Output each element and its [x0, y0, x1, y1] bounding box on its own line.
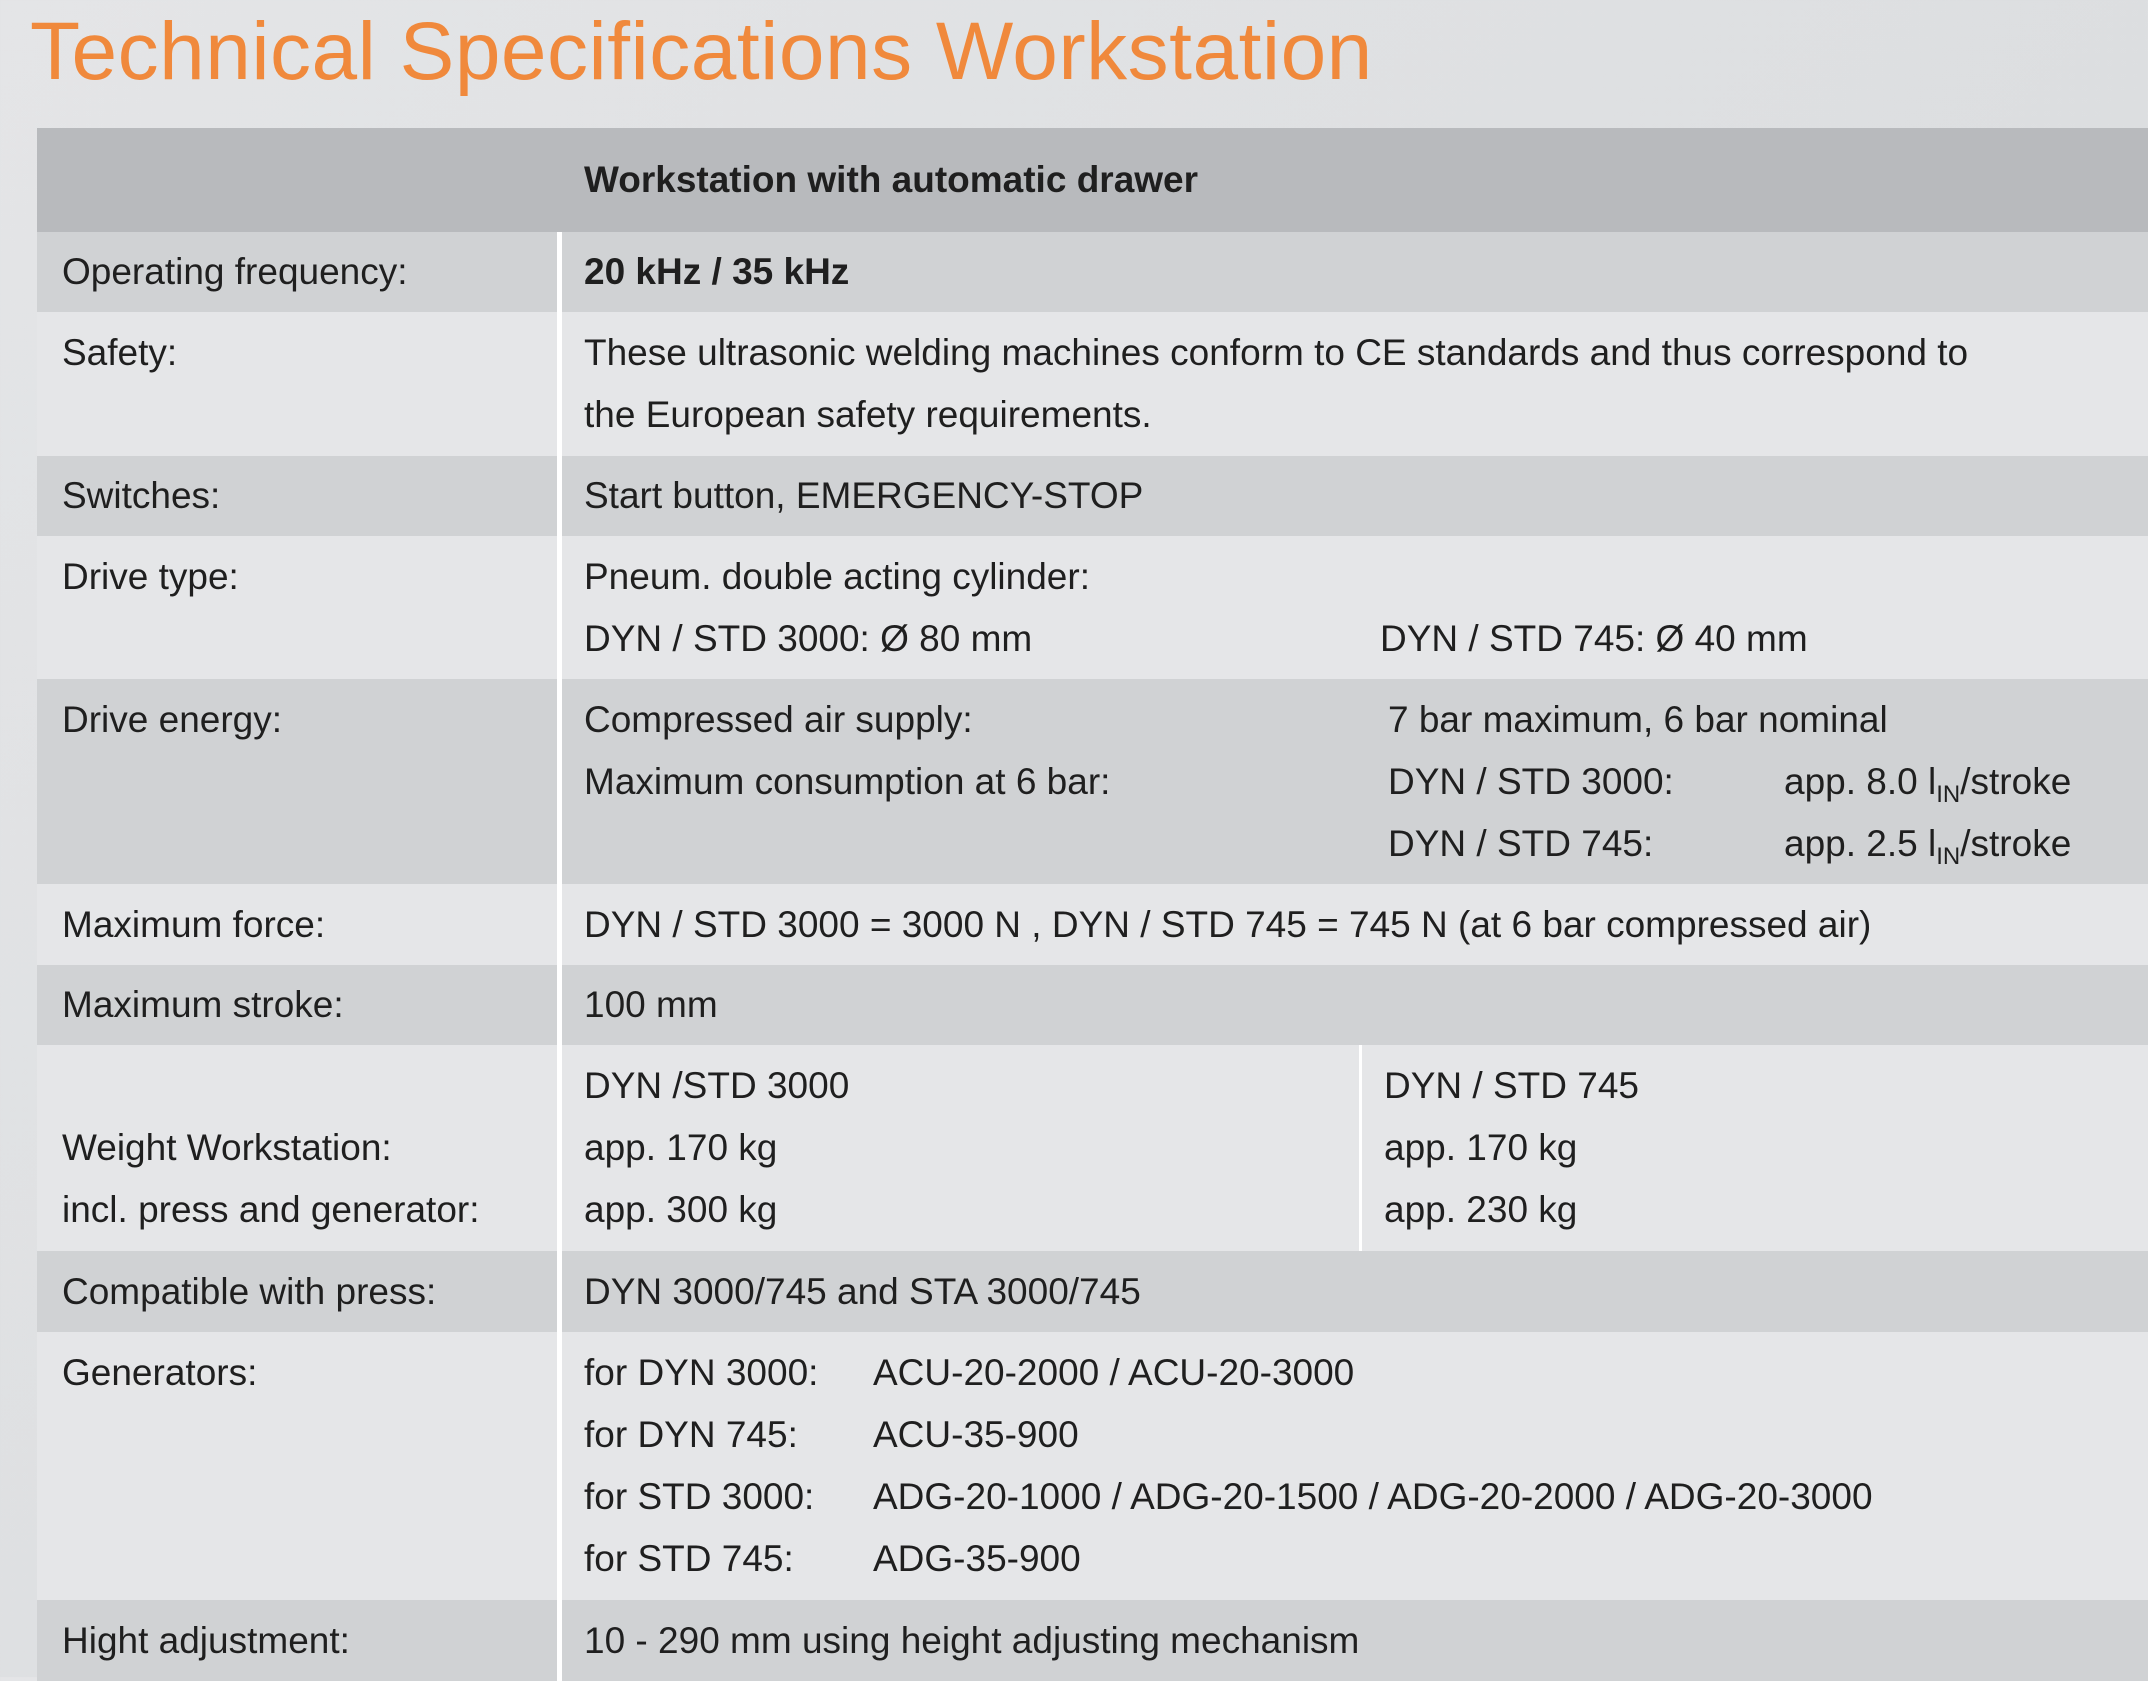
weight-3000-head: DYN /STD 3000	[584, 1065, 850, 1106]
label-operating-frequency: Operating frequency:	[62, 251, 408, 292]
spec-table	[37, 128, 2148, 1681]
value-drive-type	[557, 536, 2148, 679]
row-drive-type	[37, 536, 2148, 679]
label-generators: Generators:	[62, 1352, 258, 1393]
generator-models-1: ACU-35-900	[873, 1414, 1079, 1455]
value-weight	[557, 1045, 2148, 1251]
drive-type-line-1: Pneum. double acting cylinder:	[584, 556, 1090, 597]
header-title: Workstation with automatic drawer	[584, 159, 1199, 200]
weight-3000-w1: app. 170 kg	[584, 1127, 778, 1168]
value-height-adjustment: 10 - 290 mm using height adjusting mechanism	[557, 1600, 2148, 1681]
drive-type-745: DYN / STD 745: Ø 40 mm	[1380, 618, 1808, 659]
value-compatible: DYN 3000/745 and STA 3000/745	[557, 1251, 2148, 1332]
label-switches: Switches:	[62, 475, 221, 516]
value-max-force: DYN / STD 3000 = 3000 N , DYN / STD 745 = 745 N (at 6 bar compressed air)	[557, 884, 2148, 965]
weight-745-column	[1362, 1045, 2148, 1251]
label-height-adjustment: Hight adjustment:	[62, 1619, 350, 1661]
consumption-value-3000: app. 8.0 $l_{IN}$/stroke	[1784, 761, 2072, 808]
row-weight	[37, 1045, 2148, 1251]
label-drive-type: Drive type:	[62, 556, 239, 597]
consumption-value-745: app. 2.5 $l_{IN}$/stroke	[1784, 823, 2072, 870]
value-switches: Start button, EMERGENCY-STOP	[557, 456, 2148, 536]
row-max-force	[37, 884, 2148, 965]
row-switches	[37, 456, 2148, 536]
row-compatible	[37, 1251, 2148, 1332]
consumption-model-3000: DYN / STD 3000:	[1388, 761, 1674, 802]
supply-label: Compressed air supply:	[584, 699, 973, 740]
label-weight	[37, 1045, 557, 1251]
weight-745-w1: app. 170 kg	[1384, 1127, 1578, 1168]
generator-for-2: for STD 3000:	[584, 1476, 815, 1517]
label-drive-energy: Drive energy:	[62, 699, 283, 740]
weight-3000-column	[562, 1045, 1362, 1251]
row-height-adjustment	[37, 1600, 2148, 1681]
row-safety	[37, 312, 2148, 456]
supply-value: 7 bar maximum, 6 bar nominal	[1388, 699, 1888, 740]
generator-for-1: for DYN 745:	[584, 1414, 798, 1455]
safety-line-2: the European safety requirements.	[584, 394, 1152, 435]
value-generators	[557, 1332, 2148, 1600]
generator-for-3: for STD 745:	[584, 1538, 794, 1579]
weight-745-w2: app. 230 kg	[1384, 1189, 1578, 1230]
generator-models-3: ADG-35-900	[873, 1538, 1081, 1579]
value-max-stroke: 100 mm	[557, 965, 2148, 1045]
value-drive-energy	[557, 679, 2148, 884]
value-safety	[557, 312, 2148, 456]
weight-label-2: incl. press and generator:	[62, 1189, 480, 1230]
weight-3000-w2: app. 300 kg	[584, 1189, 778, 1230]
table-header	[37, 128, 2148, 232]
label-max-stroke: Maximum stroke:	[62, 984, 344, 1025]
weight-label-1: Weight Workstation:	[62, 1127, 392, 1168]
label-compatible: Compatible with press:	[62, 1270, 437, 1312]
consumption-model-745: DYN / STD 745:	[1388, 823, 1654, 864]
weight-745-head: DYN / STD 745	[1384, 1065, 1639, 1106]
row-drive-energy	[37, 679, 2148, 884]
row-operating-frequency	[37, 232, 2148, 312]
safety-line-1: These ultrasonic welding machines conform to CE standards and thus correspond to	[584, 332, 1969, 373]
generator-for-0: for DYN 3000:	[584, 1352, 819, 1393]
generator-models-2: ADG-20-1000 / ADG-20-1500 / ADG-20-2000 / ADG-20-3000	[873, 1476, 1873, 1517]
row-generators	[37, 1332, 2148, 1600]
label-max-force: Maximum force:	[62, 903, 326, 945]
row-max-stroke	[37, 965, 2148, 1045]
generator-models-0: ACU-20-2000 / ACU-20-3000	[873, 1352, 1355, 1393]
drive-type-3000: DYN / STD 3000: Ø 80 mm	[584, 618, 1033, 659]
page-title: Technical Specifications Workstation	[30, 6, 1373, 97]
label-safety: Safety:	[62, 332, 178, 373]
value-operating-frequency: 20 kHz / 35 kHz	[557, 232, 2148, 312]
consumption-label: Maximum consumption at 6 bar:	[584, 761, 1111, 802]
